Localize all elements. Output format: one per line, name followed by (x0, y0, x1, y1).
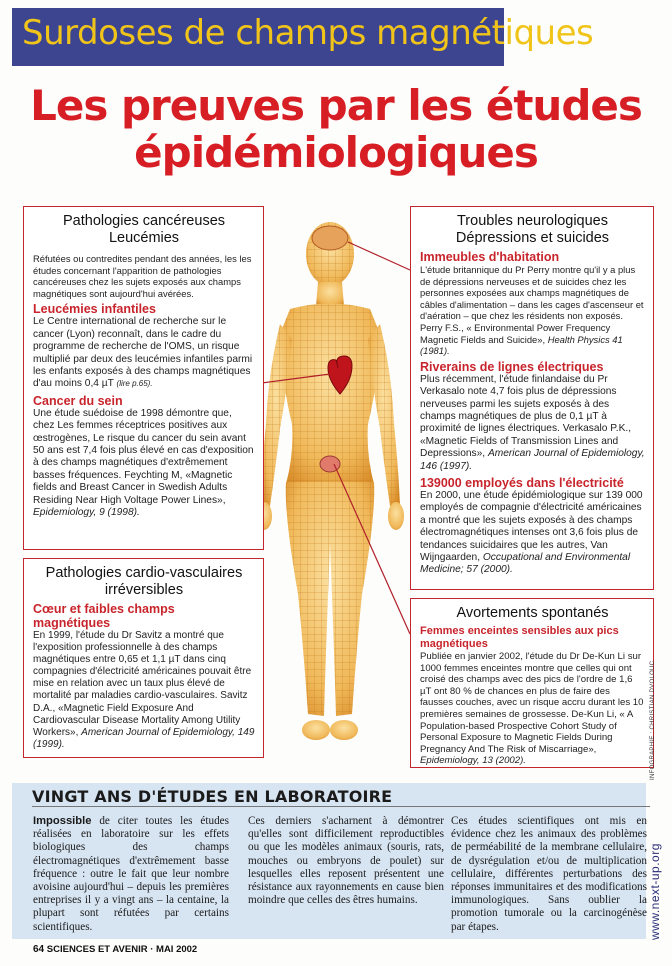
box-b-sub2-title: Riverains de lignes électriques (420, 359, 604, 374)
box-d-sub1-text: Publiée en janvier 2002, l'étude du Dr De-Kun Li sur 1000 femmes enceintes montre que celles qui ont croisé des champs avec des pics de l'ordre de 1,6 µT ont 80 % de chances en plus de faire des fausses couches, avec un risque accru durant les 10 premières semaines de grossesse. De-Kun Li, « A Population-based Prospective Cohort Study of Personal Exposure to Magnetic Fields During Pregnancy And The Risk of Miscarriage», (420, 651, 644, 755)
lab-column-3: Ces études scientifiques ont mis en évidence chez les animaux des problèmes de perméabilité de la membrane cellulaire, de dysrégulation et/ou de multiplication cellulaire, différentes perturbations des réponses immunitaires et des modifications immunologiques. Sans oublier la promotion tumorale ou la carcinogénèse par étapes. (451, 815, 647, 933)
box-b-sub1-body (420, 264, 645, 357)
box-b-sub2-body (420, 374, 645, 473)
box-b-sub3-body (420, 490, 645, 577)
box-a-sub2-title: Cancer du sein (33, 393, 123, 408)
title-line-1: Les preuves par les études (30, 81, 642, 130)
infographie-credit-text: INFOGRAPHIE : CHRISTIAN DVOLOUC (650, 660, 656, 780)
box-b-sub1-text: L'étude britannique du Pr Perry montre qu'il y a plus de dépressions nerveuses et de suicides chez les personnes exposées aux champs magnétiques de câbles d'alimentation – dans les cages d'ascenseur et d'aération – que chez les résidents non exposés. Perry F.S., « Environmental Power Frequency Magnetic Fields and Suicide», (420, 264, 644, 345)
box-b-heading-2: Dépressions et suicides (455, 230, 610, 246)
box-c-heading-2: irréversibles (104, 582, 184, 598)
box-a-heading-2: Leucémies (108, 230, 180, 246)
brain-icon (312, 226, 348, 250)
box-a-sub2-ref: Epidemiology, 9 (1998). (33, 507, 140, 519)
title-line-2: épidémiologiques (134, 128, 538, 177)
box-b-sub3-title: 139000 employés dans l'électricité (420, 476, 624, 490)
box-a-sub1-body (33, 316, 255, 390)
header-band-title: Surdoses de champs magnétiques (22, 13, 594, 53)
website-url (648, 780, 668, 940)
lab-dropcap: Impossible (33, 815, 92, 827)
box-d-sub1-title: Femmes enceintes sensibles aux pics magnétiques (420, 625, 619, 650)
box-c-heading-1: Pathologies cardio-vasculaires (45, 565, 243, 581)
page-footer (33, 944, 197, 955)
box-b-heading-1: Troubles neurologiques (456, 213, 608, 229)
infographie-credit (650, 640, 662, 780)
box-b-sub3-text: En 2000, une étude épidémiologique sur 139 000 employés de compagnie d'électricité américaines a montré que les sujets exposés à des champs électromagnétiques intenses ont 3,6 fois plus de tendances suicidaires que les autres, Van Wijngaarden, (420, 490, 643, 564)
box-b-sub2-ref: American Journal of Epidemiology, 146 (1997). (420, 448, 645, 472)
website-url-text: www.next-up.org (648, 843, 662, 940)
box-a-sub2-body (33, 408, 255, 520)
footer-publication: SCIENCES ET AVENIR · MAI 2002 (46, 944, 198, 955)
box-a-intro: Réfutées ou contredites pendant des années, les les études concernant l'apparition de pathologies cancéreuses chez les sujets exposés aux champs magnétiques sont aujourd'hui avérées. (33, 253, 252, 299)
box-pathologies-cardio (23, 558, 264, 758)
lab-column-2: Ces derniers s'acharnent à démontrer qu'elles sont difficilement reproductibles ou que les modèles animaux (souris, rats, mouches ou embryons de poulet) sur lesquelles elles reposent présentent une résistance aux rayonnements en cause bien moindre que celles des êtres humains. (248, 815, 444, 907)
box-c-sub1-title: Cœur et faibles champs magnétiques (33, 602, 175, 630)
box-b-sub1-title: Immeubles d'habitation (420, 250, 560, 264)
box-d-sub1-ref: Epidemiology, 13 (2002). (420, 755, 526, 767)
box-c-sub1-ref: American Journal of Epidemiology, 149 (1999). (33, 726, 255, 750)
box-b-sub1-ref: Health Physics 41 (1981). (420, 333, 623, 357)
page-title (0, 82, 672, 176)
box-a-sub1-text: Le Centre international de recherche sur le cancer (Lyon) reconnaît, dans le cadre du programme de recherche de l'OMS, un risque multiplié par deux des leucémies infantiles parmi les enfants exposés à des champs magnétiques d'au moins 0,4 µT (33, 316, 253, 390)
box-d-heading-1: Avortements spontanés (456, 605, 609, 621)
lab-column-1 (33, 815, 229, 934)
box-troubles-neurologiques (410, 206, 654, 590)
box-c-sub1-body (33, 630, 255, 751)
box-avortements-spontanes (410, 598, 654, 768)
box-b-sub3-ref: Occupational and Environmental Medicine; 57 (2000). (420, 552, 631, 576)
box-c-sub1-text: En 1999, l'étude du Dr Savitz a montré que l'exposition professionnelle à des champs magnétiques entre 0,65 et 1,1 µT dans cinq compagnies d'électricité américaines pouvait être mise en relation avec un taux plus élevé de mortalité par maladies cardio-vasculaires. Savitz D.A., «Magnetic Field Exposure And Cardiovascular Disease Mortality Among Utility Workers», (33, 630, 252, 738)
lab-column-1-text: de citer toutes les études réalisées en laboratoire sur les effets biologiques des champs électromagnétiques d'extrêmement basse fréquence : outre le fait que leur nombre avoisine aujourd'hui – depuis les premières entreprises il y a vingt ans – la centaine, la plupart sont réfutées par certains scientifiques. (33, 815, 229, 933)
lab-title-rule (32, 806, 650, 807)
lab-section-title: VINGT ANS D'ÉTUDES EN LABORATOIRE (32, 787, 393, 806)
box-d-sub1-body (420, 651, 645, 767)
box-a-sub2-text: Une étude suédoise de 1998 démontre que, chez Les femmes réceptrices positives aux œstrogènes, Le risque du cancer du sein avant 50 ans est 7,4 fois plus élevé en cas d'exposition à des champs magnétiques d'extrêmement basses fréquences. Feychting M, «Magnetic fields and Breast Cancer in Swedish Adults Residing Near High Voltage Power Lines», (33, 407, 254, 506)
box-a-sub1-ref: (lire p.65). (116, 379, 153, 389)
page-number: 64 (33, 944, 45, 955)
box-b-sub2-text: Plus récemment, l'étude finlandaise du Pr Verkasalo note 4,7 fois plus de dépressions nerveuses parmi les sujets exposés à des champs magnétiques de plus de 0,1 µT à proximité de lignes électriques. Verkasalo P.K., «Magnetic Fields of Transmission Lines and Depressions», (420, 373, 632, 460)
box-a-sub1-title: Leucémies infantiles (33, 302, 156, 317)
box-a-heading-1: Pathologies cancéreuses (62, 213, 226, 229)
body-silhouette (256, 222, 404, 740)
box-pathologies-cancereuses (23, 206, 264, 550)
